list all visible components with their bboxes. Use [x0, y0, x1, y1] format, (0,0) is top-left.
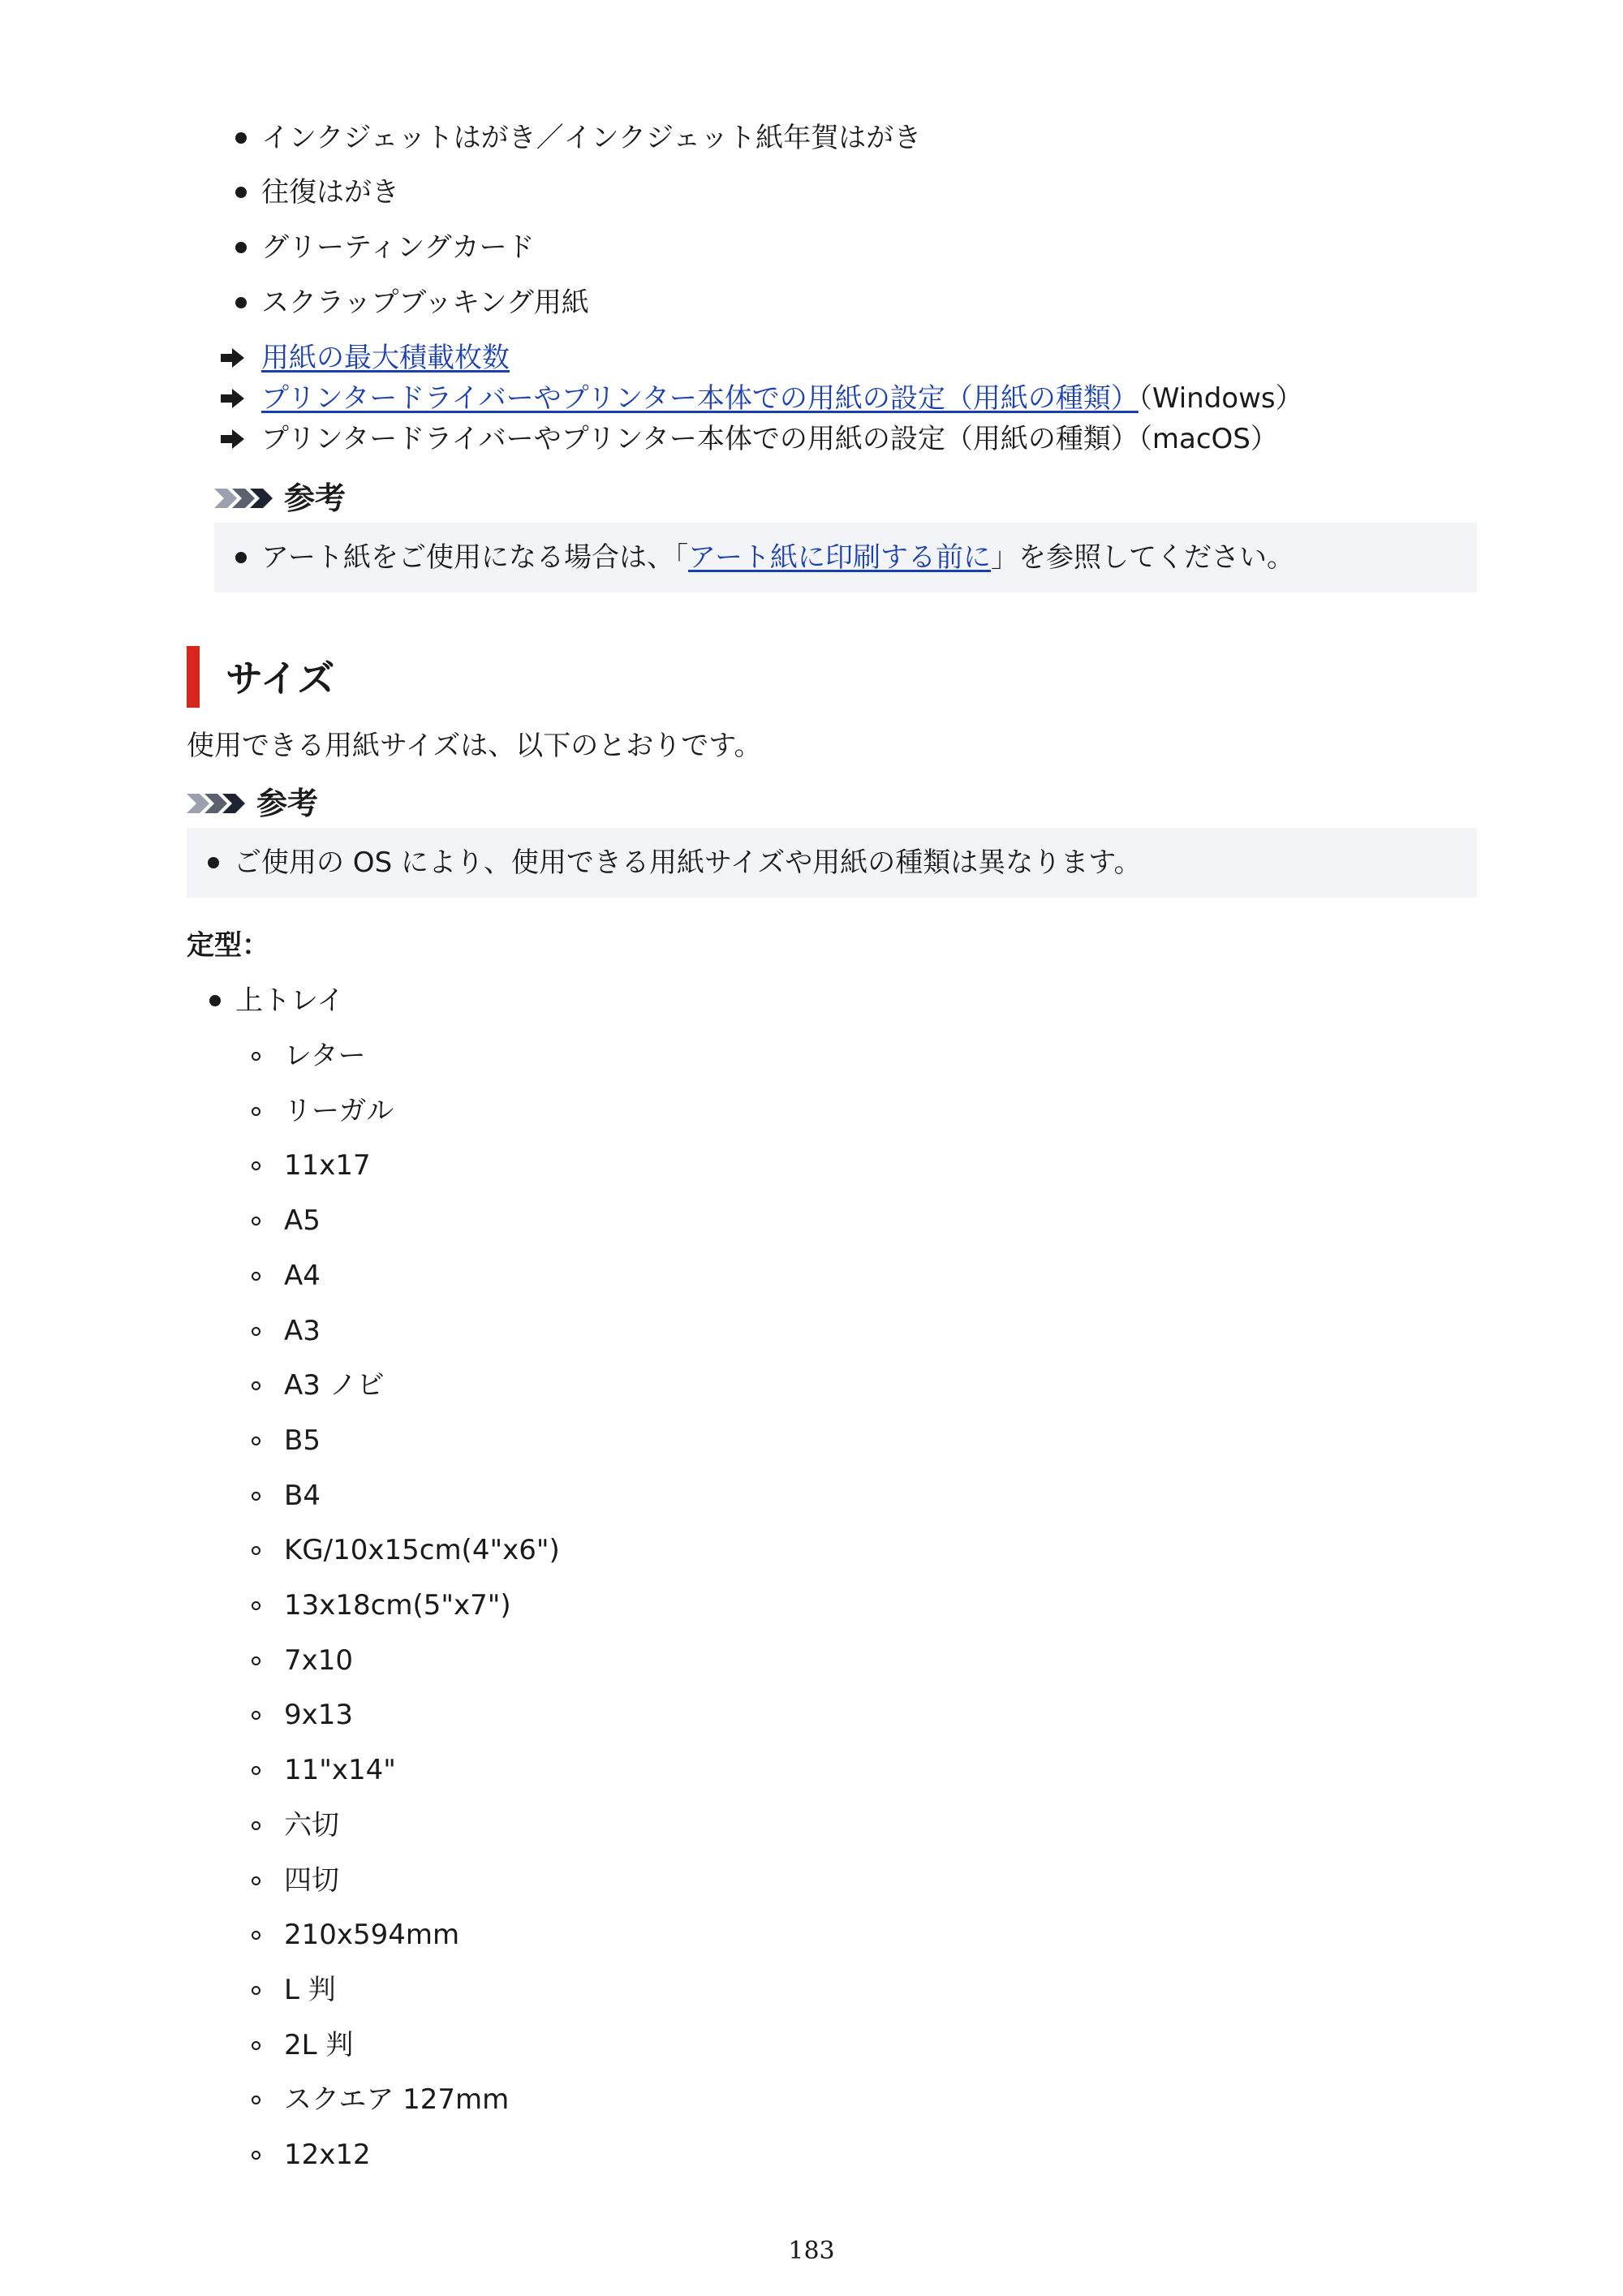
- list-item: A3: [284, 1315, 321, 1347]
- tray-label: 上トレイ: [235, 984, 345, 1017]
- sub-bullet-icon: [252, 1601, 260, 1610]
- note-box: [187, 828, 1477, 898]
- sub-bullet-icon: [252, 1437, 260, 1445]
- sub-bullet-icon: [252, 2041, 260, 2050]
- sub-bullet-icon: [252, 1381, 260, 1390]
- sub-bullet-icon: [252, 1986, 260, 1995]
- sub-bullet-icon: [252, 1931, 260, 1940]
- section-accent-bar: [187, 646, 200, 708]
- bullet-icon: [235, 132, 247, 144]
- sub-bullet-icon: [252, 1272, 260, 1281]
- sub-bullet-icon: [252, 1766, 260, 1775]
- bullet-icon: [235, 552, 247, 563]
- list-item: 四切: [284, 1864, 339, 1897]
- bullet-icon: [235, 297, 247, 308]
- link-row: [261, 421, 1278, 457]
- link-suffix: プリンタードライバーやプリンター本体での用紙の設定（用紙の種類）（macOS）: [261, 423, 1278, 455]
- list-item: 7x10: [284, 1644, 354, 1677]
- list-item: A5: [284, 1204, 321, 1237]
- list-item: 2L 判: [284, 2029, 354, 2061]
- sub-bullet-icon: [252, 1546, 260, 1555]
- sub-bullet-icon: [252, 1711, 260, 1720]
- art-paper-link[interactable]: アート紙に印刷する前に: [687, 541, 991, 574]
- list-item: グリーティングカード: [261, 231, 535, 264]
- note-text: [261, 540, 1294, 575]
- list-item: 9x13: [284, 1699, 354, 1731]
- link-row: [261, 381, 1303, 416]
- list-item: B5: [284, 1424, 321, 1457]
- bullet-icon: [235, 187, 247, 198]
- list-item: スクラップブッキング用紙: [261, 286, 589, 319]
- sub-bullet-icon: [252, 1656, 260, 1665]
- list-item: スクエア 127mm: [284, 2083, 510, 2116]
- note-box: [214, 523, 1477, 592]
- note-chevrons-icon: [214, 486, 278, 510]
- page-number: 183: [788, 2237, 835, 2265]
- bullet-icon: [235, 242, 247, 253]
- list-item: 11x17: [284, 1149, 371, 1182]
- sub-bullet-icon: [252, 2151, 260, 2160]
- sub-bullet-icon: [252, 1052, 260, 1061]
- list-item: 13x18cm(5"x7"): [284, 1589, 511, 1622]
- note-title: 参考: [284, 480, 347, 516]
- list-item: インクジェットはがき／インクジェット紙年賀はがき: [261, 122, 922, 154]
- list-item: KG/10x15cm(4"x6"): [284, 1534, 560, 1566]
- note-chevrons-icon: [187, 791, 250, 816]
- bullet-icon: [209, 995, 221, 1006]
- link-row: [261, 340, 510, 376]
- sub-bullet-icon: [252, 1821, 260, 1830]
- sub-bullet-icon: [252, 1876, 260, 1885]
- note-title: 参考: [256, 786, 319, 821]
- note-text-after: 」を参照してください。: [990, 541, 1294, 574]
- note-header: [214, 480, 346, 516]
- sub-bullet-icon: [252, 1217, 260, 1226]
- fixed-sizes-label: 定型：: [187, 929, 269, 962]
- sub-bullet-icon: [252, 1327, 260, 1336]
- list-item: 210x594mm: [284, 1919, 460, 1951]
- paper-settings-windows-link[interactable]: プリンタードライバーやプリンター本体での用紙の設定（用紙の種類）: [261, 382, 1139, 415]
- list-item: レター: [284, 1040, 366, 1072]
- list-item: 12x12: [284, 2139, 371, 2171]
- arrow-right-icon: [221, 347, 245, 368]
- max-capacity-link[interactable]: 用紙の最大積載枚数: [261, 342, 510, 374]
- note-header: [187, 786, 318, 821]
- list-item: B4: [284, 1480, 321, 1512]
- list-item: リーガル: [284, 1095, 394, 1127]
- list-item: 六切: [284, 1809, 339, 1842]
- section-title: サイズ: [226, 657, 335, 700]
- arrow-right-icon: [221, 388, 245, 409]
- list-item: 往復はがき: [261, 176, 399, 209]
- sub-bullet-icon: [252, 1492, 260, 1501]
- sub-bullet-icon: [252, 1161, 260, 1170]
- list-item: A3 ノビ: [284, 1369, 385, 1402]
- sub-bullet-icon: [252, 1107, 260, 1116]
- list-item: 11"x14": [284, 1754, 396, 1786]
- bullet-icon: [208, 857, 219, 868]
- sub-bullet-icon: [252, 2096, 260, 2104]
- list-item: A4: [284, 1260, 321, 1292]
- arrow-right-icon: [221, 429, 245, 450]
- list-item: L 判: [284, 1974, 336, 2006]
- link-suffix: （Windows）: [1138, 382, 1303, 415]
- note-text-before: アート紙をご使用になる場合は、「: [261, 541, 688, 574]
- note-text: ご使用の OS により、使用できる用紙サイズや用紙の種類は異なります。: [234, 846, 1142, 879]
- section-intro: 使用できる用紙サイズは、以下のとおりです。: [187, 730, 762, 762]
